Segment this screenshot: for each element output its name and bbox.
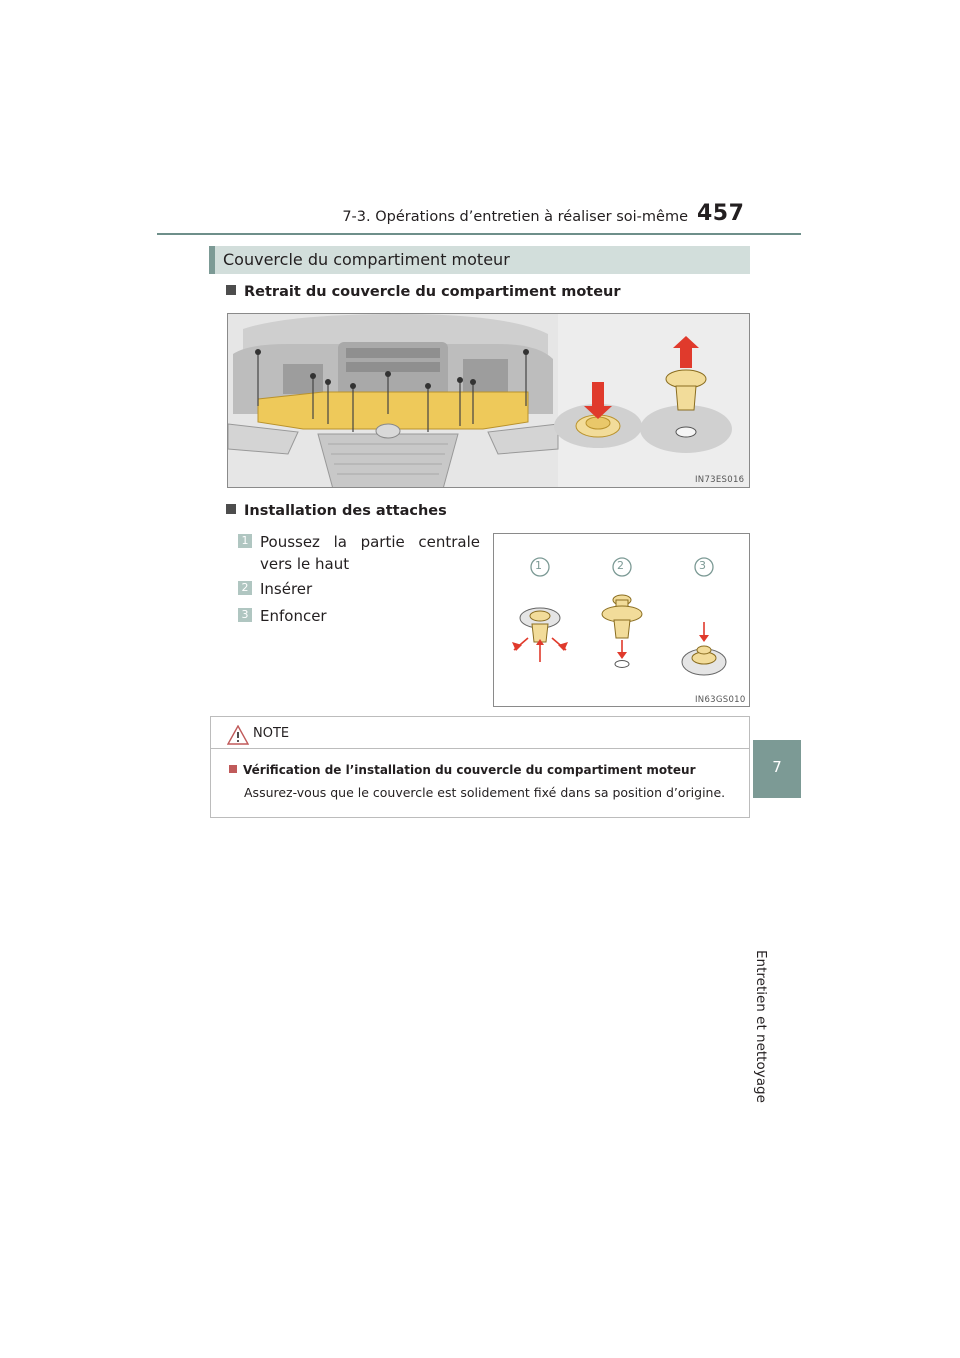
figure-label-2: 2 bbox=[617, 559, 624, 572]
section-title: Couvercle du compartiment moteur bbox=[223, 250, 510, 269]
warning-triangle-icon bbox=[227, 725, 249, 745]
removal-heading-text: Retrait du couvercle du compartiment moteur bbox=[244, 284, 621, 300]
step-text: Insérer bbox=[260, 580, 313, 598]
installation-step-1 bbox=[238, 531, 482, 577]
clip-installation-illustration bbox=[493, 533, 750, 707]
engine-bay-illustration bbox=[228, 314, 750, 488]
chapter-side-title bbox=[753, 802, 787, 1103]
section-title-bar bbox=[209, 246, 750, 274]
note-body: Assurez-vous que le couvercle est solidement fixé dans sa position d’origine. bbox=[244, 785, 726, 800]
installation-step-2 bbox=[238, 578, 482, 600]
chapter-number: 7 bbox=[772, 758, 782, 776]
note-subheading bbox=[229, 763, 696, 777]
bullet-square-icon bbox=[226, 504, 236, 514]
step-number-badge: 1 bbox=[238, 534, 252, 548]
note-title: NOTE bbox=[253, 726, 290, 741]
note-subheading-text: Vérification de l’installation du couvercle du compartiment moteur bbox=[243, 763, 696, 777]
installation-step-3 bbox=[238, 605, 482, 627]
header-rule bbox=[157, 233, 801, 235]
removal-figure-code: IN73ES016 bbox=[695, 475, 745, 485]
bullet-square-icon bbox=[226, 285, 236, 295]
page-number: 457 bbox=[697, 201, 745, 226]
figure-label-1: 1 bbox=[535, 559, 542, 572]
chapter-side-title-text: Entretien et nettoyage bbox=[753, 950, 769, 1103]
engine-cover-removal-illustration bbox=[227, 313, 750, 488]
step-number-badge: 2 bbox=[238, 581, 252, 595]
note-bullet-square-icon bbox=[229, 765, 237, 773]
chapter-tab bbox=[753, 740, 801, 798]
installation-heading-text: Installation des attaches bbox=[244, 503, 447, 519]
running-header: 7-3. Opérations d’entretien à réaliser soi-même bbox=[342, 209, 688, 225]
installation-figure-code: IN63GS010 bbox=[695, 695, 746, 705]
step-number-badge: 3 bbox=[238, 608, 252, 622]
note-divider bbox=[211, 748, 749, 749]
note-box bbox=[210, 716, 750, 818]
removal-heading bbox=[226, 284, 621, 300]
step-text: Enfoncer bbox=[260, 607, 327, 625]
step-text: Poussez la partie centrale vers le haut bbox=[260, 533, 480, 573]
figure-label-3: 3 bbox=[699, 559, 706, 572]
installation-heading bbox=[226, 503, 447, 519]
